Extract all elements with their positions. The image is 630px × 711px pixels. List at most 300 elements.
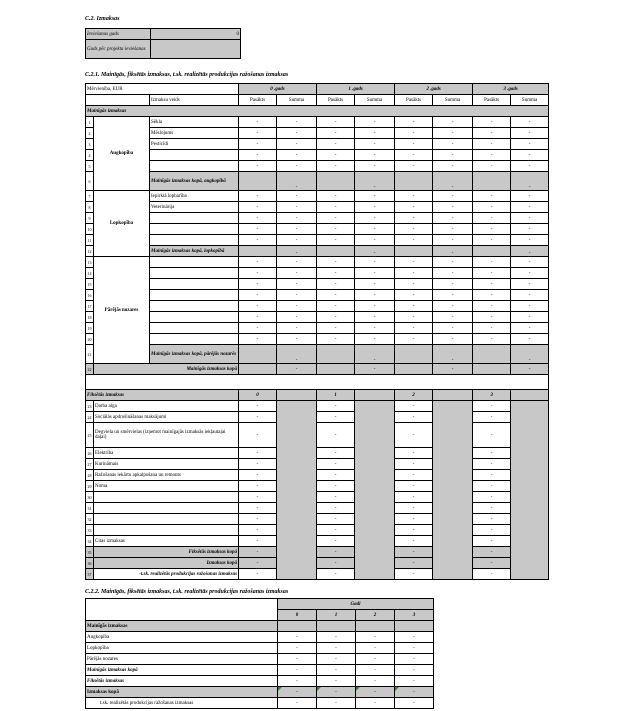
value-cell: - (395, 191, 433, 202)
blank-cell (473, 246, 511, 257)
value-cell: - (511, 128, 549, 139)
value-cell: - (473, 257, 511, 268)
year-header: 0 (278, 610, 317, 621)
value-cell: - (239, 525, 277, 536)
value-cell: - (277, 128, 317, 139)
value-cell: - (356, 632, 395, 643)
value-cell: - (511, 161, 549, 172)
value-cell: - (473, 235, 511, 246)
value-cell: - (395, 202, 433, 213)
value-cell: - (395, 470, 433, 481)
shaded-column (433, 401, 473, 580)
table-row (86, 334, 549, 345)
value-cell: - (239, 117, 277, 128)
row-number: 36 (86, 558, 94, 569)
table-row (86, 536, 549, 547)
summary-label: Izmaksas kopā (86, 687, 278, 698)
value-cell: - (277, 323, 317, 334)
row-number: 3 (86, 139, 94, 150)
type-label: Izmaksu veids (150, 95, 239, 106)
item-label (150, 301, 239, 312)
table-row (86, 161, 549, 172)
value-cell: - (395, 632, 434, 643)
sub-header: Pasākts (395, 95, 433, 106)
value-cell: - (239, 334, 277, 345)
value-cell: - (511, 224, 549, 235)
section-variable: Mainīgās izmaksas (86, 106, 549, 117)
item-label: Elektrība (94, 448, 239, 459)
value-cell: - (395, 235, 433, 246)
value-cell: - (277, 224, 317, 235)
value-cell: - (355, 312, 395, 323)
value-cell: - (395, 665, 434, 676)
fixed-year: 2 (395, 390, 433, 401)
blank-cell (317, 246, 355, 257)
table-row (86, 687, 434, 698)
c2-table (85, 28, 241, 59)
value-cell: - (239, 569, 277, 580)
row-number: 14 (86, 268, 94, 279)
table-row (86, 503, 549, 514)
value-cell: - (433, 301, 473, 312)
year-header: 1 .gads (317, 84, 395, 95)
row-number: 22 (86, 364, 94, 375)
total-label: Fiksētās izmaksas kopā (94, 547, 239, 558)
summary-label: Fiksētās izmaksas (86, 676, 278, 687)
total-label: -t.sk. realizētās produkcijas ražošanas izmaksas (94, 569, 239, 580)
value-cell: - (239, 235, 277, 246)
item-label: Citas izmaksas (94, 536, 239, 547)
table-row (86, 29, 241, 40)
value-cell: - (355, 213, 395, 224)
unit-label: Mērvienība, EUR (86, 84, 239, 95)
year-header: 3 (395, 610, 434, 621)
value-cell: - (511, 268, 549, 279)
row-number: 11 (86, 235, 94, 246)
row-number: 5 (86, 161, 94, 172)
value-cell: - (511, 117, 549, 128)
table-row (86, 213, 549, 224)
table-row (86, 643, 434, 654)
value-cell: - (433, 202, 473, 213)
value-cell: - (395, 257, 433, 268)
row-number: 20 (86, 334, 94, 345)
value-cell: - (395, 290, 433, 301)
blank-cell (395, 172, 433, 191)
table-row (86, 412, 549, 423)
sub-header: Summa (355, 95, 395, 106)
value-cell: - (473, 161, 511, 172)
value-cell: - (317, 525, 355, 536)
table-row (86, 492, 549, 503)
value-cell: - (395, 459, 433, 470)
value-cell: - (356, 676, 395, 687)
item-label (94, 525, 239, 536)
value-cell: - (473, 150, 511, 161)
table-row (86, 423, 549, 448)
value-cell: - (433, 128, 473, 139)
value-cell: - (239, 536, 277, 547)
item-label (150, 323, 239, 334)
value-cell: - (511, 246, 549, 257)
value-cell: - (239, 481, 277, 492)
sub-header: Summa (433, 95, 473, 106)
value-cell: - (395, 525, 433, 536)
row-number: 32 (86, 514, 94, 525)
shaded-column (355, 401, 395, 580)
item-label: Sēkla (150, 117, 239, 128)
value-cell: - (473, 401, 511, 412)
value-cell: - (317, 117, 355, 128)
item-label: Pesticīdi (150, 139, 239, 150)
value-cell: - (433, 334, 473, 345)
item-label (150, 224, 239, 235)
c2-value (151, 40, 241, 59)
table-row (86, 401, 549, 412)
value-cell: - (277, 235, 317, 246)
value-cell: - (511, 139, 549, 150)
row-number: 8 (86, 202, 94, 213)
value-cell: - (317, 698, 356, 709)
value-cell: - (317, 301, 355, 312)
value-cell: - (239, 470, 277, 481)
value-cell: - (395, 268, 433, 279)
value-cell: - (317, 279, 355, 290)
value-cell: - (277, 334, 317, 345)
value-cell: - (395, 547, 433, 558)
value-cell: - (278, 654, 317, 665)
summary-label: Pārējās nozares (86, 654, 278, 665)
value-cell: - (239, 503, 277, 514)
row-number: 27 (86, 459, 94, 470)
value-cell: - (317, 224, 355, 235)
item-label (94, 492, 239, 503)
item-label (150, 268, 239, 279)
table-row (86, 558, 549, 569)
value-cell: - (317, 448, 355, 459)
value-cell: - (317, 470, 355, 481)
blank-cell (473, 364, 511, 375)
value-cell: - (317, 536, 355, 547)
item-label: Iepirktā lopbarība (150, 191, 239, 202)
value-cell: - (239, 401, 277, 412)
value-cell: - (277, 257, 317, 268)
value-cell: - (317, 481, 355, 492)
value-cell: - (277, 161, 317, 172)
blank-cell (433, 390, 473, 401)
value-cell: - (433, 235, 473, 246)
item-label: Kurināmais (94, 459, 239, 470)
value-cell: - (395, 213, 433, 224)
value-cell: - (277, 191, 317, 202)
value-cell: - (395, 514, 433, 525)
value-cell: - (473, 459, 511, 470)
blank-cell (239, 345, 277, 364)
total-label: Izmaksas kopā (94, 558, 239, 569)
value-cell: - (473, 423, 511, 448)
spacer-cell (86, 375, 549, 390)
blank-cell (395, 621, 434, 632)
value-cell: - (278, 698, 317, 709)
value-cell: - (473, 569, 511, 580)
value-cell: - (277, 150, 317, 161)
value-cell: - (277, 364, 317, 375)
table-row (86, 481, 549, 492)
row-number: 6 (86, 172, 94, 191)
value-cell: - (355, 301, 395, 312)
blank-cell (239, 246, 277, 257)
value-cell: - (395, 481, 433, 492)
table-row (86, 632, 434, 643)
value-cell: - (395, 150, 433, 161)
value-cell: - (395, 117, 433, 128)
value-cell: - (317, 423, 355, 448)
value-cell: - (433, 364, 473, 375)
value-cell: - (317, 665, 356, 676)
value-cell: - (239, 301, 277, 312)
value-cell: - (317, 257, 355, 268)
table-row (86, 665, 434, 676)
table-row (86, 95, 549, 106)
table-row (86, 301, 549, 312)
value-cell: - (317, 334, 355, 345)
value-cell: - (433, 172, 473, 191)
value-cell: - (473, 312, 511, 323)
value-cell: - (317, 492, 355, 503)
value-cell: - (395, 412, 433, 423)
value-cell: - (395, 492, 433, 503)
row-number: 35 (86, 547, 94, 558)
value-cell: - (395, 401, 433, 412)
sub-header: Pasākts (473, 95, 511, 106)
table-row (86, 139, 549, 150)
item-label (150, 235, 239, 246)
value-cell: - (317, 558, 355, 569)
value-cell: - (356, 654, 395, 665)
row-number: 33 (86, 525, 94, 536)
blank-cell (395, 246, 433, 257)
row-number: 10 (86, 224, 94, 235)
blank-cell (239, 364, 277, 375)
value-cell: - (511, 150, 549, 161)
value-cell: - (511, 364, 549, 375)
value-cell: - (239, 161, 277, 172)
value-cell: - (473, 191, 511, 202)
table-row (86, 268, 549, 279)
value-cell: - (356, 665, 395, 676)
value-cell: - (511, 345, 549, 364)
value-cell: - (355, 117, 395, 128)
item-label (150, 334, 239, 345)
value-cell: - (317, 632, 356, 643)
value-cell: - (317, 150, 355, 161)
item-label (150, 150, 239, 161)
value-cell: - (317, 643, 356, 654)
group-name: Lopkopība (94, 191, 150, 257)
value-cell: - (395, 569, 433, 580)
blank-cell (86, 599, 278, 621)
value-cell: - (473, 470, 511, 481)
value-cell: - (278, 665, 317, 676)
value-cell: - (239, 150, 277, 161)
value-cell: - (433, 312, 473, 323)
table-row (86, 290, 549, 301)
value-cell: - (239, 279, 277, 290)
blank-cell (395, 345, 433, 364)
value-cell: - (317, 547, 355, 558)
value-cell: - (355, 268, 395, 279)
c22-table (85, 598, 434, 709)
value-cell: - (395, 161, 433, 172)
value-cell: - (433, 161, 473, 172)
value-cell: - (473, 481, 511, 492)
row-number: 28 (86, 470, 94, 481)
item-label: Ražošanas iekārtu apkalpošana un remonts (94, 470, 239, 481)
value-cell: - (355, 279, 395, 290)
value-cell: - (473, 139, 511, 150)
value-cell: - (473, 202, 511, 213)
item-label (94, 514, 239, 525)
value-cell: - (239, 448, 277, 459)
value-cell: - (473, 514, 511, 525)
value-cell: - (395, 558, 433, 569)
table-row (86, 312, 549, 323)
value-cell: - (433, 290, 473, 301)
row-number: 19 (86, 323, 94, 334)
group-total-label: Mainīgās izmaksas kopā, lopkopībā (150, 246, 239, 257)
table-row (86, 676, 434, 687)
value-cell: - (433, 139, 473, 150)
table-row (86, 106, 549, 117)
table-row (86, 364, 549, 375)
item-label: Veterinārija (150, 202, 239, 213)
value-cell: - (277, 301, 317, 312)
table-row (86, 569, 549, 580)
table-row (86, 525, 549, 536)
value-cell: - (395, 279, 433, 290)
value-cell: - (239, 459, 277, 470)
value-cell: - (473, 547, 511, 558)
item-label (150, 290, 239, 301)
value-cell: - (511, 172, 549, 191)
value-cell: - (278, 676, 317, 687)
value-cell: - (511, 312, 549, 323)
value-cell: - (511, 202, 549, 213)
item-label: Sociālās apdrošināšanas maksājumi (94, 412, 239, 423)
table-row (86, 84, 549, 95)
value-cell: - (239, 257, 277, 268)
value-cell: - (395, 323, 433, 334)
table-row (86, 235, 549, 246)
blank-cell (317, 621, 356, 632)
value-cell: - (511, 279, 549, 290)
item-label (150, 161, 239, 172)
value-cell: - (239, 423, 277, 448)
value-cell: - (277, 246, 317, 257)
fixed-year: 1 (317, 390, 355, 401)
table-row (86, 257, 549, 268)
value-cell: - (239, 323, 277, 334)
table-row (86, 375, 549, 390)
value-cell: - (473, 558, 511, 569)
year-header: 1 (317, 610, 356, 621)
value-cell: - (395, 676, 434, 687)
value-cell: - (473, 536, 511, 547)
value-cell: - (239, 290, 277, 301)
value-cell: - (395, 503, 433, 514)
value-cell: - (317, 202, 355, 213)
blank-cell (317, 364, 355, 375)
value-cell: - (317, 412, 355, 423)
item-label (150, 257, 239, 268)
row-number: 29 (86, 481, 94, 492)
value-cell: - (355, 202, 395, 213)
value-cell: - (473, 503, 511, 514)
year-header: 2 .gads (395, 84, 473, 95)
row-number: 18 (86, 312, 94, 323)
value-cell: - (355, 150, 395, 161)
summary-label: Mainīgās izmaksas (86, 621, 278, 632)
row-number: 25 (86, 423, 94, 448)
value-cell: - (473, 268, 511, 279)
value-cell: - (277, 312, 317, 323)
summary-label: t.sk. realizētās produkcijas ražošanas izmaksas (86, 698, 278, 709)
c2-value: 0 (151, 29, 241, 40)
value-cell: - (356, 687, 395, 698)
value-cell: - (473, 525, 511, 536)
value-cell: - (317, 268, 355, 279)
row-number: 9 (86, 213, 94, 224)
c2-label: Ieviešanas gads (86, 29, 151, 40)
value-cell: - (317, 676, 356, 687)
blank-cell (278, 621, 317, 632)
sub-header: Summa (511, 95, 549, 106)
value-cell: - (433, 246, 473, 257)
row-number: 4 (86, 150, 94, 161)
summary-label: Augkopība (86, 632, 278, 643)
value-cell: - (317, 213, 355, 224)
table-row (86, 40, 241, 59)
value-cell: - (511, 257, 549, 268)
table-row (86, 470, 549, 481)
blank-cell (239, 172, 277, 191)
value-cell: - (317, 459, 355, 470)
c2-label: Gads pēc projekta ieviešanas (86, 40, 151, 59)
value-cell: - (317, 323, 355, 334)
section-fixed: Fiksētās izmaksas (86, 390, 239, 401)
value-cell: - (239, 191, 277, 202)
row-number: 31 (86, 503, 94, 514)
table-row (86, 698, 434, 709)
blank-cell (355, 390, 395, 401)
value-cell: - (317, 191, 355, 202)
value-cell: - (317, 569, 355, 580)
value-cell: - (355, 334, 395, 345)
value-cell: - (473, 290, 511, 301)
value-cell: - (433, 213, 473, 224)
value-cell: - (433, 257, 473, 268)
blank-cell (356, 621, 395, 632)
row-number: 34 (86, 536, 94, 547)
group-name: Augkopība (94, 117, 150, 191)
value-cell: - (277, 172, 317, 191)
value-cell: - (473, 128, 511, 139)
item-label (150, 279, 239, 290)
c2-title: C.2. Izmaksas (85, 16, 120, 22)
value-cell: - (277, 117, 317, 128)
value-cell: - (277, 202, 317, 213)
sub-header: Pasākts (317, 95, 355, 106)
